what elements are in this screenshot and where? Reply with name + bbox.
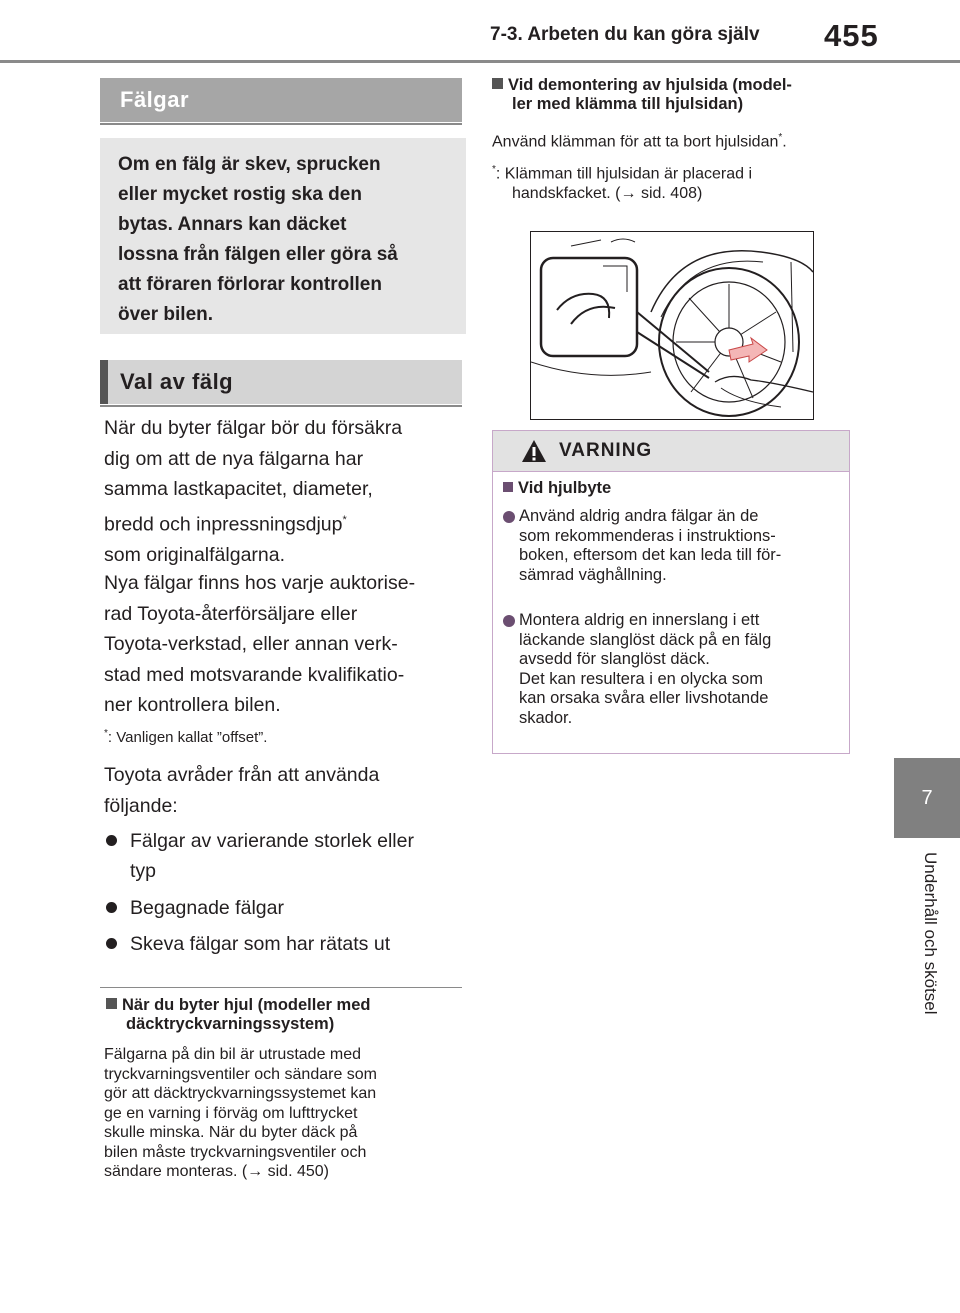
- bullet-dot: [106, 938, 117, 949]
- text-line: Använd aldrig andra fälgar än de: [519, 507, 759, 525]
- bullet-item: [106, 826, 456, 886]
- text-line: ge en varning i förväg om lufttrycket: [104, 1104, 358, 1122]
- text-line: Toyota-verkstad, eller annan verk-: [104, 633, 398, 655]
- text-line: Det kan resultera i en olycka som: [519, 669, 763, 688]
- text-line: Toyota avråder från att använda: [104, 764, 380, 786]
- bullet-dot: [106, 835, 117, 846]
- footnote-text: : Vanligen kallat ”offset”.: [107, 729, 268, 746]
- hjulsida-note: [492, 160, 852, 203]
- footnote-star: *: [104, 728, 108, 739]
- warning-sub-heading-text: Vid hjulbyte: [518, 479, 612, 497]
- warning-triangle-icon: [521, 439, 547, 463]
- text-line: tryckvarningsventiler och sändare som: [104, 1065, 378, 1083]
- footnote: [104, 728, 267, 746]
- text-line: .: [782, 133, 787, 151]
- notice-line: lossna från fälgen eller göra så: [118, 244, 398, 265]
- text-line: : Klämman till hjulsidan är placerad i: [495, 165, 753, 183]
- text-line: rad Toyota-återförsäljare eller: [104, 602, 358, 625]
- bullet-item: [106, 893, 456, 923]
- warning-title: VARNING: [559, 440, 653, 461]
- bullet-dot: [106, 902, 117, 913]
- heading-falgar-text: Fälgar: [120, 87, 190, 112]
- heading-val-av-falg-text: Val av fälg: [120, 369, 234, 394]
- text-line: bredd och inpressningsdjup: [104, 513, 343, 535]
- bullet-text: Begagnade fälgar: [130, 897, 284, 919]
- section-title: 7-3. Arbeten du kan göra själv: [490, 24, 760, 45]
- page-number: 455: [824, 18, 879, 53]
- warning-sub-heading: [503, 479, 611, 498]
- footnote-star: *: [342, 513, 347, 526]
- warning-item: [503, 611, 833, 728]
- sub-heading-hjulbyte: [106, 996, 456, 1034]
- footnote-star: *: [778, 132, 783, 143]
- text-line: Nya fälgar finns hos varje auktorise-: [104, 572, 416, 594]
- hjulsida-text: [492, 128, 852, 152]
- sub-heading-text: När du byter hjul (modeller med: [122, 996, 371, 1014]
- bullet-text: Fälgar av varierande storlek eller: [130, 830, 414, 852]
- text-line: avsedd för slanglöst däck.: [519, 650, 710, 668]
- bullet-text: typ: [130, 860, 157, 882]
- text-line: sändare monteras. (→ sid. 450): [104, 1163, 329, 1180]
- notice-line: eller mycket rostig ska den: [118, 184, 362, 205]
- text-line: Använd klämman för att ta bort hjulsidan: [492, 133, 779, 151]
- text-line: boken, eftersom det kan leda till för-: [519, 546, 782, 564]
- text-line: handskfacket. (→ sid. 408): [512, 184, 703, 202]
- text-line: skulle minska. När du byter däck på: [104, 1124, 358, 1141]
- text-line: samma lastkapacitet, diameter,: [104, 478, 373, 500]
- text-line: skador.: [519, 708, 573, 727]
- paragraph-3: [104, 760, 454, 825]
- text-line: gör att däcktryckvarningssystemet kan: [104, 1085, 377, 1102]
- square-bullet-icon: [106, 998, 117, 1009]
- footnote-star: *: [492, 164, 496, 175]
- sub-heading-text: däcktryckvarningssystem): [126, 1015, 335, 1033]
- text-line: Fälgarna på din bil är utrustade med: [104, 1046, 362, 1063]
- text-line: När du byter fälgar bör du försäkra: [104, 417, 403, 439]
- text-line: ner kontrollera bilen.: [104, 694, 281, 716]
- chapter-label: Underhåll och skötsel: [921, 852, 940, 1015]
- sub-heading-text: ler med klämma till hjulsidan): [512, 95, 744, 113]
- heading-falgar: [100, 78, 462, 122]
- bullet-dot: [503, 511, 515, 523]
- chapter-tab: 7: [894, 758, 960, 838]
- header-divider: [0, 60, 960, 63]
- sub-heading-text: Vid demontering av hjulsida (model-: [508, 76, 792, 94]
- notice-line: Om en fälg är skev, sprucken: [118, 154, 381, 175]
- wheel-cover-drawing: [531, 232, 813, 419]
- sub-heading-hjulsida: [492, 76, 852, 114]
- text-line: som originalfälgarna.: [104, 543, 286, 566]
- warning-box: [492, 430, 850, 754]
- text-line: stad med motsvarande kvalifikatio-: [104, 663, 405, 686]
- heading-val-av-falg: [100, 360, 462, 404]
- notice-line: att föraren förlorar kontrollen: [118, 274, 382, 295]
- notice-box: [100, 138, 466, 334]
- square-bullet-icon: [503, 482, 513, 492]
- text-line: sämrad väghållning.: [519, 565, 667, 584]
- text-line: som rekommenderas i instruktions-: [519, 526, 776, 545]
- warning-header: [493, 431, 849, 472]
- text-line: Montera aldrig en innerslang i ett: [519, 611, 760, 629]
- text-line: dig om att de nya fälgarna har: [104, 447, 364, 470]
- divider: [100, 987, 462, 988]
- sub-paragraph: [104, 1045, 464, 1182]
- text-line: bilen måste tryckvarningsventiler och: [104, 1143, 367, 1161]
- bullet-dot: [503, 615, 515, 627]
- paragraph-2: [104, 568, 454, 725]
- square-bullet-icon: [492, 78, 503, 89]
- paragraph-1: [104, 413, 454, 574]
- bullet-text: Skeva fälgar som har rätats ut: [130, 933, 391, 955]
- text-line: läckande slanglöst däck på en fälg: [519, 630, 772, 649]
- notice-line: bytas. Annars kan däcket: [118, 214, 347, 235]
- warning-item: [503, 507, 833, 585]
- text-line: kan orsaka svåra eller livshotande: [519, 689, 769, 707]
- notice-line: över bilen.: [118, 304, 214, 325]
- text-line: följande:: [104, 794, 178, 817]
- wheel-cover-illustration: [530, 231, 814, 420]
- bullet-item: [106, 929, 456, 959]
